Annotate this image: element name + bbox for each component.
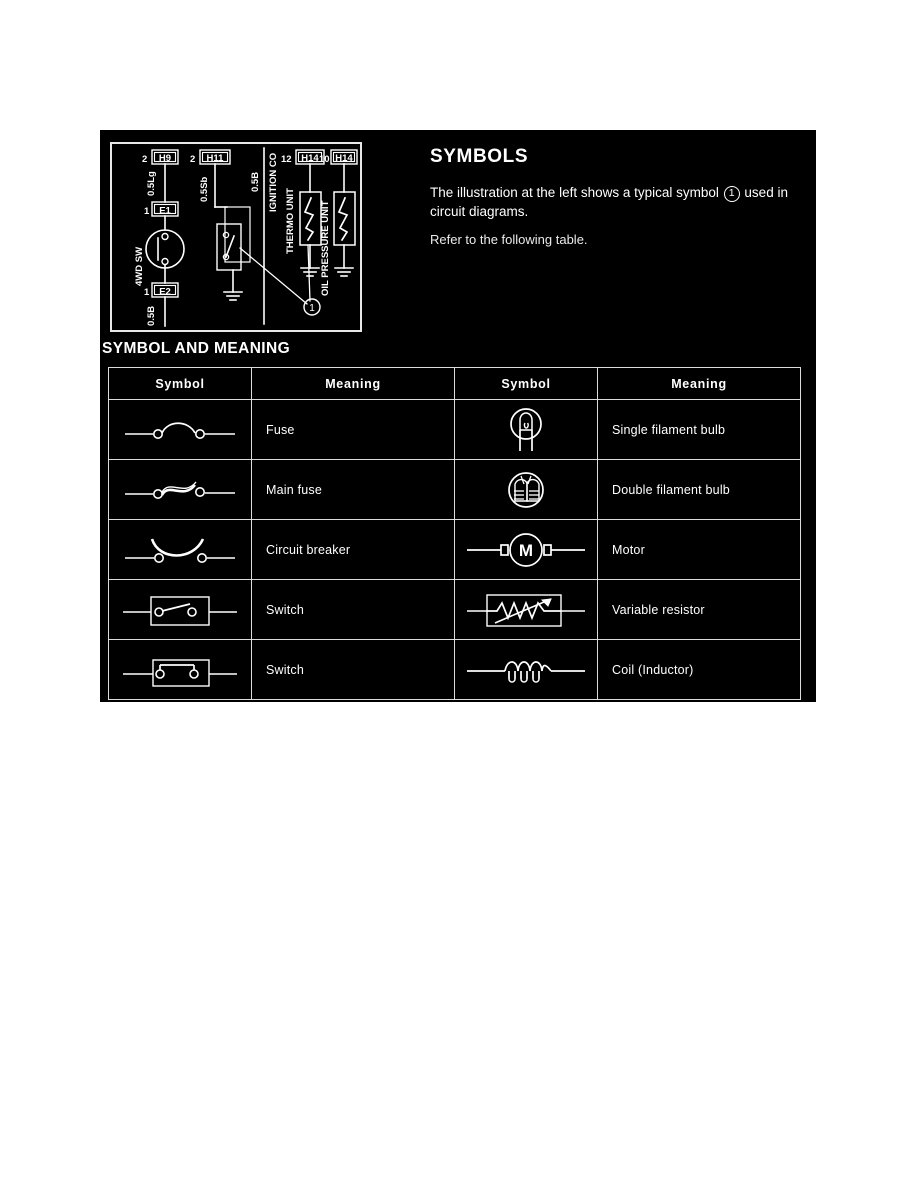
header-symbol-right: Symbol [455, 368, 598, 400]
symbol-cell-fuse [109, 400, 252, 460]
symbols-section [430, 146, 812, 249]
meaning-cell-single-filament-bulb: Single filament bulb [598, 400, 801, 460]
symbol-cell-main-fuse [109, 460, 252, 520]
switch-closed-symbol [121, 650, 239, 690]
meaning-cell-switch-open: Switch [252, 580, 455, 640]
meaning-cell-switch-closed: Switch [252, 640, 455, 700]
symbols-title: SYMBOLS [430, 146, 529, 167]
symbol-cell-switch-open [109, 580, 252, 640]
meaning-cell-coil: Coil (Inductor) [598, 640, 801, 700]
symbol-cell-variable-resistor [455, 580, 598, 640]
circuit-connector-h14-oil: H14 [335, 153, 353, 164]
table-header-row [109, 368, 801, 400]
symbols-description-part1: The illustration at the left shows a typical symbol [430, 185, 719, 200]
header-meaning-right: Meaning [598, 368, 801, 400]
circuit-label-4wd-sw: 4WD SW [134, 246, 145, 286]
motor-letter: M [518, 540, 534, 560]
circuit-label-thermo-unit: THERMO UNIT [285, 188, 296, 254]
table-row [109, 580, 801, 640]
symbol-cell-double-filament-bulb [455, 460, 598, 520]
meaning-cell-fuse: Fuse [252, 400, 455, 460]
header-meaning-left: Meaning [252, 368, 455, 400]
symbols-description-part2: used in circuit diagrams. [430, 185, 788, 219]
symbol-meaning-table [108, 367, 801, 700]
circuit-label-oil-pressure-unit: OIL PRESSURE UNIT [320, 200, 331, 296]
variable-resistor-symbol [465, 589, 587, 631]
meaning-cell-main-fuse: Main fuse [252, 460, 455, 520]
symbol-cell-motor [455, 520, 598, 580]
symbol-and-meaning-caption: SYMBOL AND MEANING [102, 340, 291, 357]
table-row [109, 520, 801, 580]
circuit-pin-h14-oil: 10 [319, 154, 330, 165]
symbol-cell-switch-closed [109, 640, 252, 700]
circuit-wire-label-0-5b-bottom: 0.5B [146, 305, 157, 326]
circuit-pin-e2: 1 [144, 287, 150, 298]
circuit-callout-number: 1 [309, 303, 315, 314]
circuit-pin-h14-thermo: 12 [281, 154, 292, 165]
header-symbol-left: Symbol [109, 368, 252, 400]
circuit-diagram-panel [110, 142, 362, 332]
symbols-callout-number-icon: 1 [724, 186, 740, 202]
switch-open-symbol [121, 590, 239, 630]
meaning-cell-variable-resistor: Variable resistor [598, 580, 801, 640]
table-row [109, 640, 801, 700]
circuit-wire-label-0-5lg: 0.5Lg [146, 171, 157, 196]
symbol-cell-coil [455, 640, 598, 700]
circuit-pin-e1: 1 [144, 206, 150, 217]
figure-plate [100, 130, 816, 702]
circuit-terminal-e1: E1 [159, 205, 171, 217]
fuse-symbol [121, 413, 239, 447]
circuit-terminal-e2: E2 [159, 286, 171, 298]
circuit-connector-h11: H11 [206, 153, 224, 164]
meaning-cell-motor: Motor [598, 520, 801, 580]
circuit-wire-label-0-5sb: 0.5Sb [199, 176, 210, 202]
circuit-pin-h9: 2 [142, 154, 148, 165]
circuit-connector-h9: H9 [158, 153, 172, 164]
circuit-label-ignition-co: IGNITION CO [268, 152, 279, 212]
main-fuse-symbol [121, 473, 239, 507]
table-row [109, 460, 801, 520]
coil-inductor-symbol [465, 653, 587, 687]
circuit-wire-label-0-5b-top: 0.5B [250, 171, 261, 192]
symbol-cell-single-filament-bulb [455, 400, 598, 460]
circuit-pin-h11: 2 [190, 154, 196, 165]
double-filament-bulb-symbol [496, 464, 556, 516]
table-row [109, 400, 801, 460]
circuit-diagram-svg [112, 144, 360, 330]
symbols-refer-line: Refer to the following table. [430, 232, 588, 248]
circuit-connector-h14-thermo: H14 [301, 153, 319, 164]
meaning-cell-circuit-breaker: Circuit breaker [252, 520, 455, 580]
motor-symbol [465, 529, 587, 571]
single-filament-bulb-symbol [496, 404, 556, 456]
circuit-breaker-symbol [121, 533, 239, 567]
symbols-description [430, 184, 812, 221]
symbol-cell-circuit-breaker [109, 520, 252, 580]
meaning-cell-double-filament-bulb: Double filament bulb [598, 460, 801, 520]
